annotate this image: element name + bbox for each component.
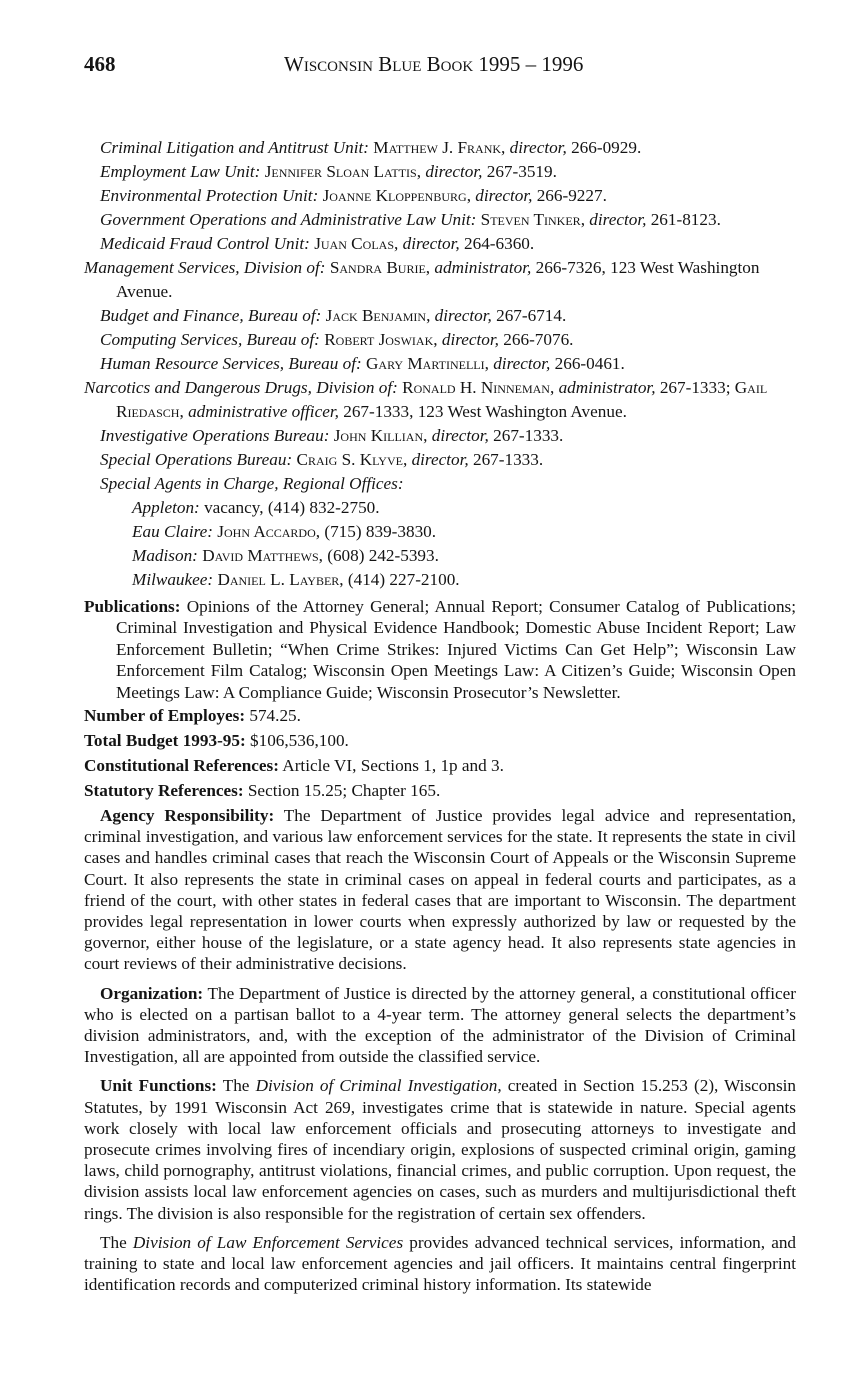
regional-office: Appleton: vacancy, (414) 832-2750. (132, 498, 380, 517)
management-division-entry: Management Services, Division of: Sandra Burie, administrator, 266-7326, 123 West Washington Avenue. (84, 258, 760, 301)
page-header (0, 52, 859, 84)
unit-entry: Medicaid Fraud Control Unit: Juan Colas, director, 264-6360. (100, 234, 535, 253)
law-enforcement-services-paragraph: The Division of Law Enforcement Services provides advanced technical services, information, and training to state and local law enforcement agencies and jail officers. It maintains central fingerprint identification records and computerized criminal history information. Its statewide (84, 1232, 797, 1295)
agency-responsibility-paragraph: Agency Responsibility: The Department of Justice provides legal advice and representation, criminal investigation, and various law enforcement services for the state. It represents the state in civil cases and handles criminal cases that reach the Wisconsin Court of Appeals or the Wisconsin Supreme Court. It also represents the state in criminal cases on appeal in federal courts and participates, as a friend of the court, with other states in federal cases that are important to Wisconsin. The department provides legal representation in lower courts when expressly authorized by law or requested by the governor, either house of the legislature, or a state agency head. It also represents state agencies in court reviews of their administrative decisions. (84, 806, 796, 974)
bureau-entry: Human Resource Services, Bureau of: Gary Martinelli, director, 266-0461. (100, 354, 625, 373)
bureau-entry: Investigative Operations Bureau: John Killian, director, 267-1333. (100, 426, 564, 445)
total-budget: Total Budget 1993-95: $106,536,100. (84, 731, 349, 751)
regional-offices-heading: Special Agents in Charge, Regional Offices: (100, 474, 404, 493)
unit-entry: Criminal Litigation and Antitrust Unit: Matthew J. Frank, director, 266-0929. (100, 138, 642, 157)
organization-paragraph: Organization: The Department of Justice is directed by the attorney general, a constitutional officer who is elected on a partisan ballot to a 4-year term. The attorney general selects the department’s division administrators, and, with the exception of the administrator of the Division of Criminal Investigation, all are appointed from outside the classified service. (84, 983, 796, 1067)
bureau-entry: Computing Services, Bureau of: Robert Joswiak, director, 266-7076. (100, 330, 574, 349)
running-title: Wisconsin Blue Book 1995 – 1996 (284, 52, 584, 76)
narcotics-division-entry: Narcotics and Dangerous Drugs, Division of: Ronald H. Ninneman, administrator, 267-1333; Gail Riedasch, administrative officer, 267-1333, 123 West Washington Avenue. (84, 378, 768, 421)
regional-office: Eau Claire: John Accardo, (715) 839-3830. (132, 522, 437, 541)
unit-entry: Environmental Protection Unit: Joanne Kloppenburg, director, 266-9227. (100, 186, 607, 205)
regional-office: Madison: David Matthews, (608) 242-5393. (132, 546, 439, 565)
page-number: 468 (84, 52, 116, 76)
statutory-references: Statutory References: Section 15.25; Chapter 165. (84, 781, 441, 801)
regional-office: Milwaukee: Daniel L. Layber, (414) 227-2100. (132, 570, 460, 589)
page-body (84, 136, 796, 1296)
publications: Publications: Opinions of the Attorney General; Annual Report; Consumer Catalog of Publications; Criminal Investigation and Physical Evidence Handbook; Domestic Abuse Incident Report; Law Enforcement Bulletin; “When Crime Strikes: Injured Victims Can Get Help”; Wisconsin Law Enforcement Film Catalog; Wisconsin Open Meetings Law: A Citizen’s Guide; Wisconsin Open Meetings Law: A Compliance Guide; Wisconsin Prosecutor’s Newsletter. (84, 597, 797, 702)
bureau-entry: Budget and Finance, Bureau of: Jack Benjamin, director, 267-6714. (100, 306, 567, 325)
bureau-entry: Special Operations Bureau: Craig S. Klyve, director, 267-1333. (100, 450, 544, 469)
constitutional-references: Constitutional References: Article VI, Sections 1, 1p and 3. (84, 756, 504, 776)
unit-entry: Government Operations and Administrative Law Unit: Steven Tinker, director, 261-8123. (100, 210, 721, 229)
unit-functions-paragraph: Unit Functions: The Division of Criminal Investigation, created in Section 15.253 (2), Wisconsin Statutes, by 1991 Wisconsin Act 269, investigates crime that is statewide in nature. Special agents work closely with local law enforcement officials and prosecuting attorneys to investigate and prosecute crimes involving fires of incendiary origin, explosions of suspected criminal origin, gaming laws, child pornography, antitrust violations, financial crimes, and public corruption. Upon request, the division assists local law enforcement agencies on cases, such as murders and multijurisdictional theft rings. The division is also responsible for the registration of certain sex offenders. (84, 1076, 797, 1223)
number-of-employes: Number of Employes: 574.25. (84, 706, 301, 726)
unit-entry: Employment Law Unit: Jennifer Sloan Lattis, director, 267-3519. (100, 162, 557, 181)
